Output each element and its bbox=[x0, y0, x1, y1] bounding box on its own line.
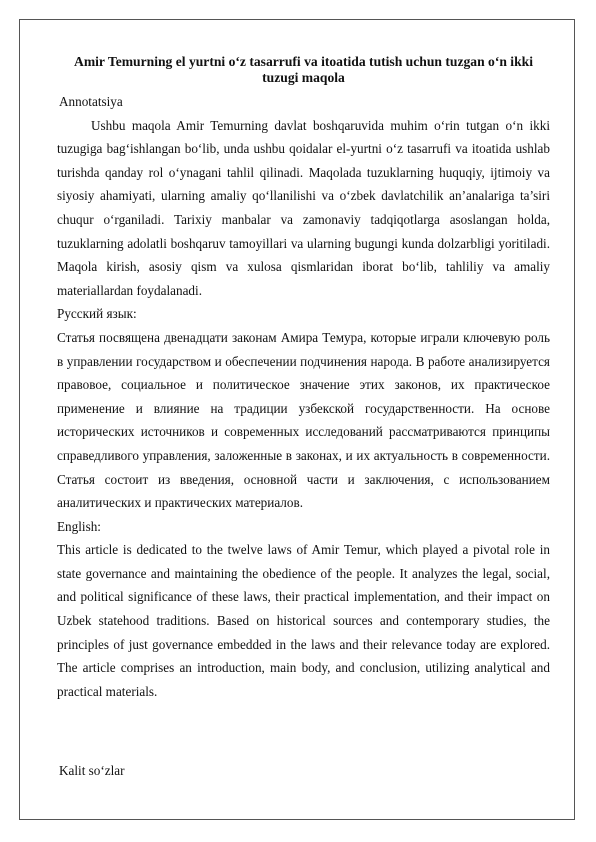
russian-label: Русский язык: bbox=[57, 306, 137, 322]
keywords-label: Kalit so‘zlar bbox=[59, 763, 125, 778]
paper-body bbox=[57, 54, 550, 703]
paper-title: Amir Temurning el yurtni o‘z tasarrufi va itoatida tutish uchun tuzgan o‘n ikki tuzugi maqola bbox=[74, 54, 533, 85]
annotation-uzbek: Ushbu maqola Amir Temurning davlat boshqaruvida muhim o‘rin tutgan o‘n ikki tuzugiga bag‘ishlangan bo‘lib, unda ushbu qoidalar el-yurtni o‘z tasarrufi va itoatida ushlab turishda qanday rol o‘ynagani tahlil qilinadi. Maqolada tuzuklarning huquqiy, ijtimoiy va siyosiy ahamiyati, ularning amaliy qo‘llanilishi va o‘zbek davlatchilik an’analariga ta’siri chuqur o‘rganiladi. Tarixiy manbalar va zamonaviy tadqiqotlarga asoslangan holda, tuzuklarning adolatli boshqaruv tamoyillari va ularning bugungi kunda dolzarbligi yoritiladi. Maqola kirish, asosiy qism va xulosa qismlaridan iborat bo‘lib, tahliliy va amaliy materiallardan foydalanadi. bbox=[57, 117, 550, 298]
annotation-english: This article is dedicated to the twelve laws of Amir Temur, which played a pivotal role in state governance and maintaining the obedience of the people. It analyzes the legal, social, and political significance of these laws, their practical implementation, and their impact on Uzbek statehood traditions. Based on historical sources and contemporary studies, the principles of just governance embedded in the laws and their relevance today are explored. The article comprises an introduction, main body, and conclusion, utilizing analytical and practical materials. bbox=[57, 542, 550, 699]
english-label: English: bbox=[57, 518, 101, 534]
annotation-russian: Статья посвящена двенадцати законам Амира Темура, которые играли ключевую роль в управлении государством и обеспечении подчинения народа. В работе анализируется правовое, социальное и политическое значение этих законов, их практическое применение и влияние на традиции узбекской государственности. На основе исторических источников и современных исследований рассматриваются принципы справедливого управления, заложенные в законах, и их актуальность в современности. Статья состоит из введения, основной части и заключения, с использованием аналитических и практических материалов. bbox=[57, 329, 550, 511]
annotation-label: Annotatsiya bbox=[59, 94, 123, 109]
